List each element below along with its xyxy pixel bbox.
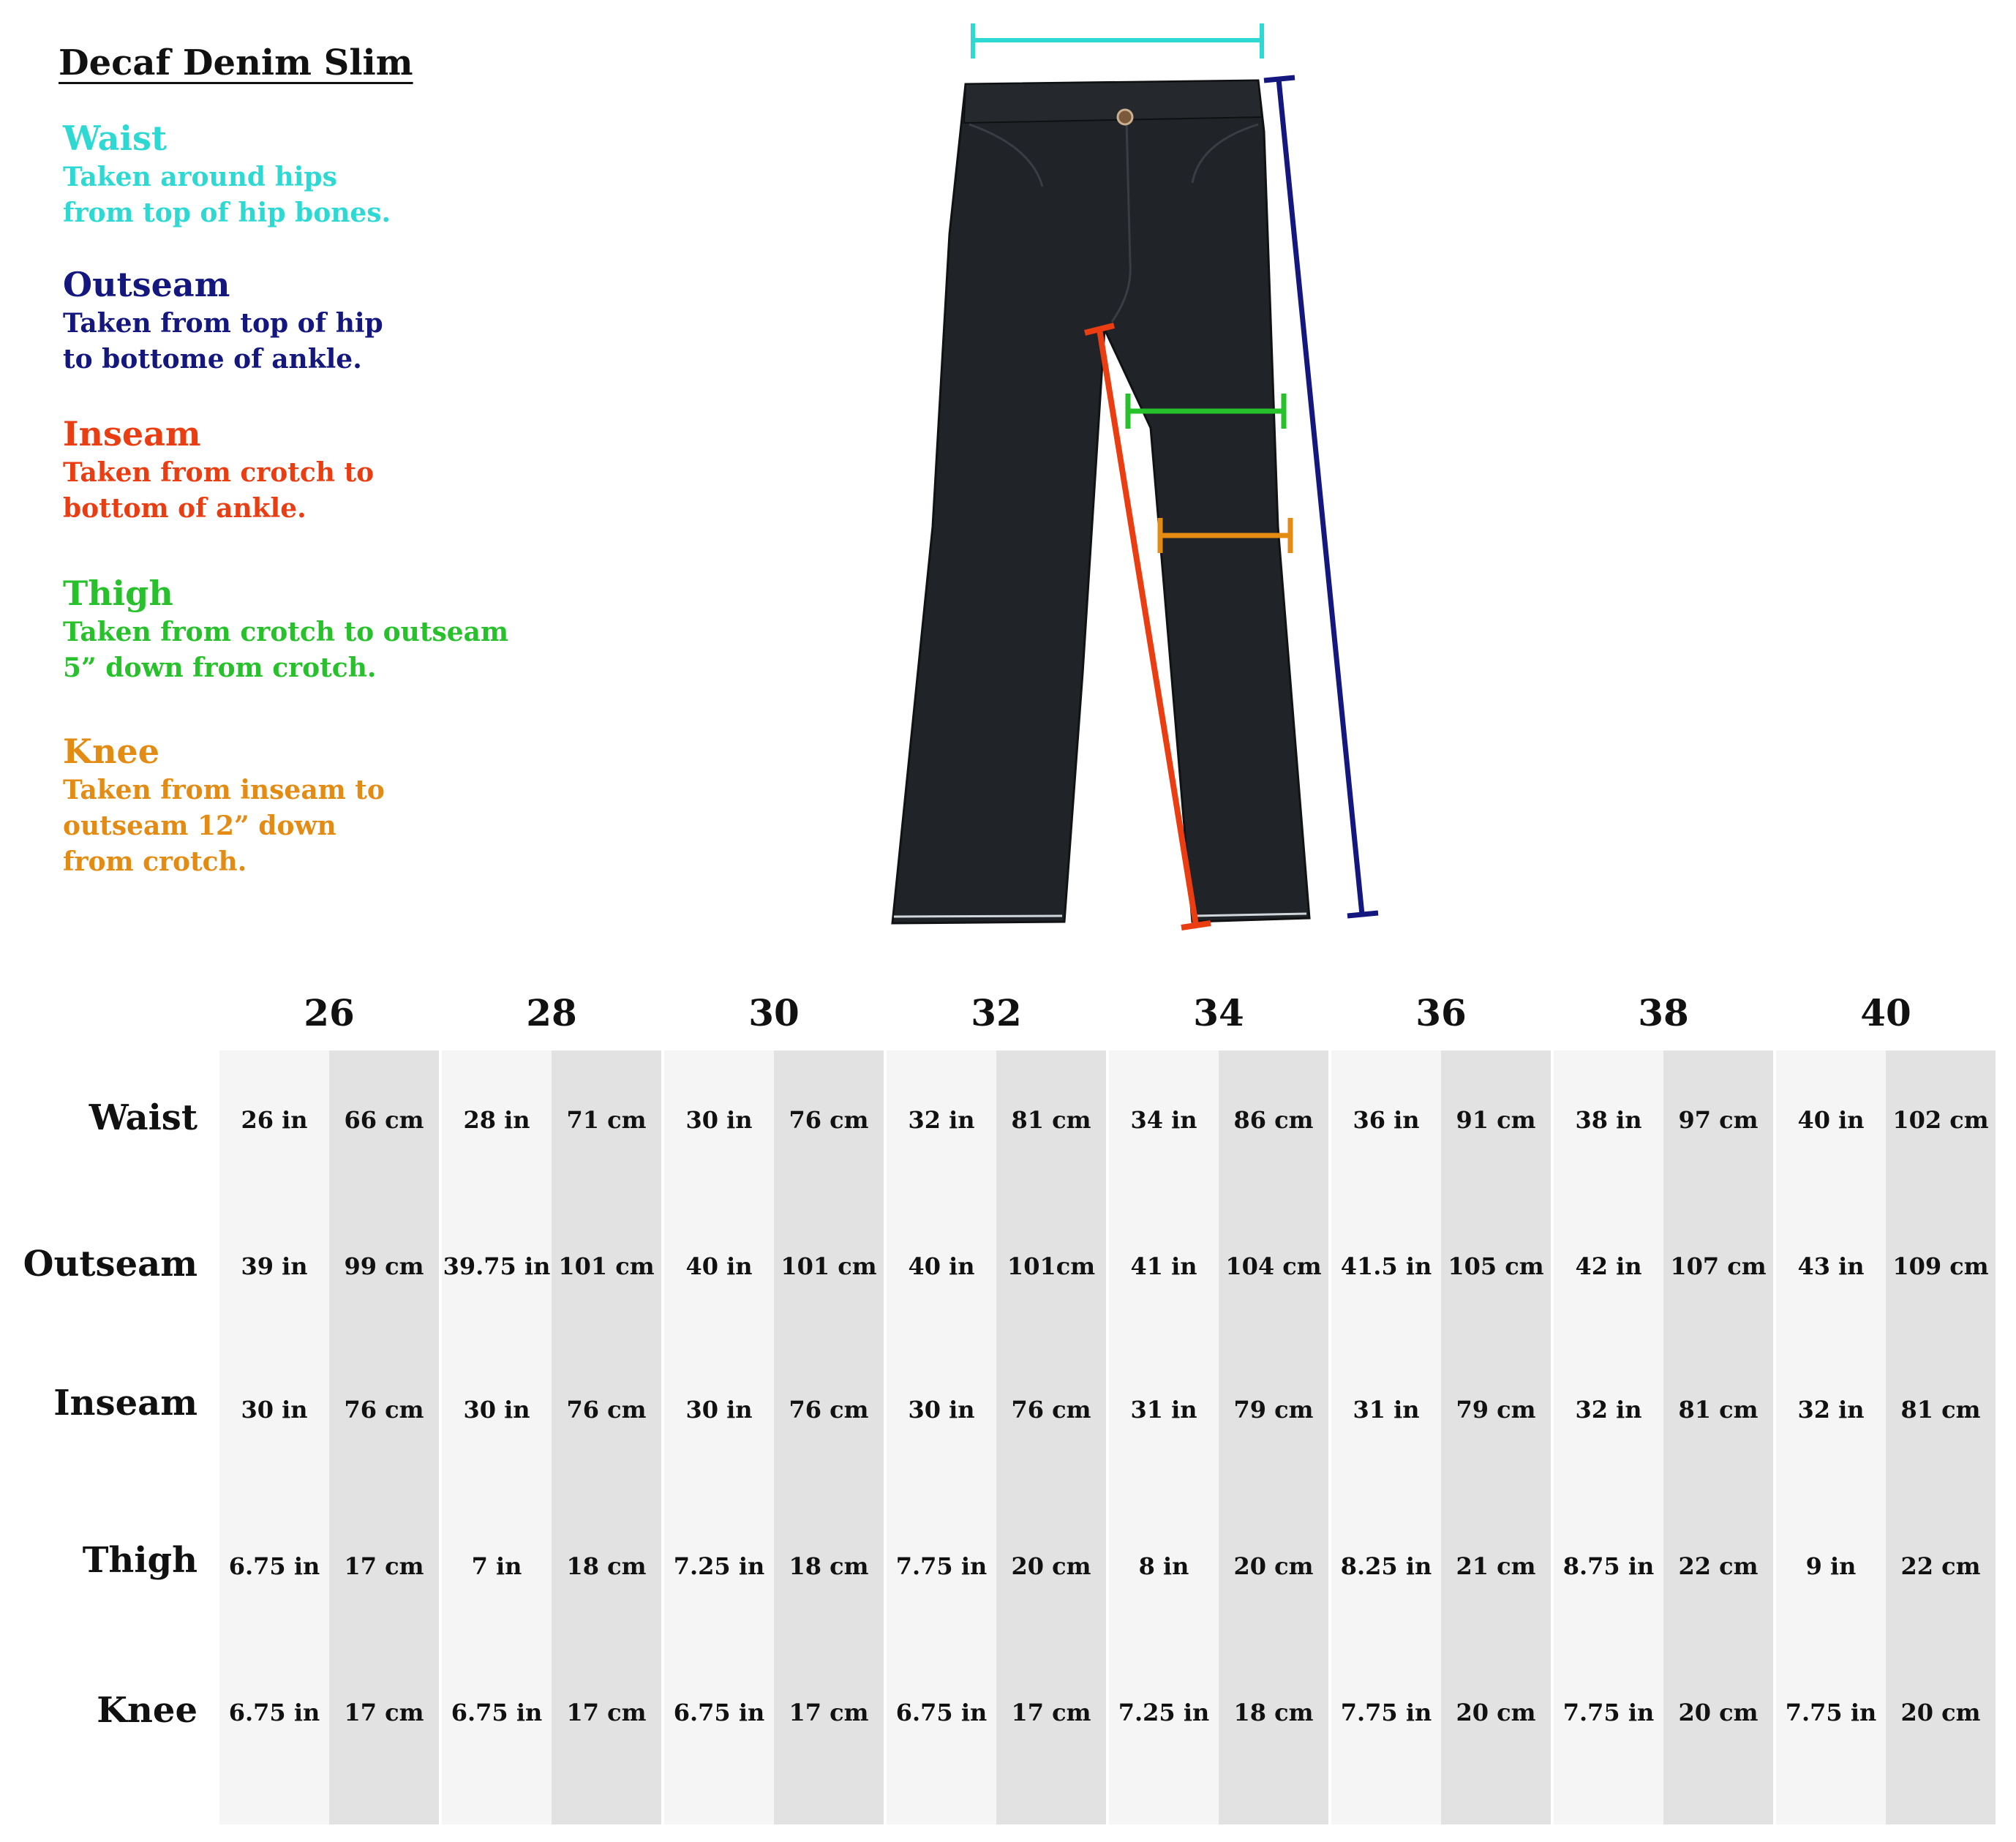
legend-line: from top of hip bones. [63, 198, 391, 228]
table-cell-in: 7.25 in [1118, 1699, 1210, 1726]
legend-line: Taken from inseam to [63, 775, 385, 805]
table-cell-cm: 104 cm [1225, 1252, 1322, 1280]
table-cell-cm: 99 cm [344, 1252, 424, 1280]
table-cell-cm: 20 cm [1233, 1552, 1314, 1580]
table-cell-in: 40 in [685, 1252, 753, 1280]
table-cell-in: 7.75 in [895, 1552, 988, 1580]
row-label-waist: Waist [89, 1097, 198, 1138]
table-cell-in: 31 in [1353, 1396, 1420, 1424]
table-cell-in: 8.25 in [1340, 1552, 1432, 1580]
table-cell-cm: 81 cm [1011, 1106, 1091, 1134]
size-header-30: 30 [748, 991, 800, 1034]
waist-measure-line [973, 23, 1262, 59]
legend-knee [63, 730, 385, 880]
table-cell-cm: 107 cm [1670, 1252, 1767, 1280]
table-cell-in: 7.75 in [1785, 1699, 1877, 1726]
table-cell-cm: 79 cm [1456, 1396, 1536, 1424]
legend-line: from crotch. [63, 846, 247, 877]
size-header-38: 38 [1638, 991, 1689, 1034]
table-cell-cm: 17 cm [566, 1699, 647, 1726]
table-cell-cm: 17 cm [1011, 1699, 1091, 1726]
table-cell-cm: 109 cm [1892, 1252, 1989, 1280]
table-cell-cm: 91 cm [1456, 1106, 1536, 1134]
legend-heading: Waist [63, 119, 168, 158]
table-cell-cm: 66 cm [344, 1106, 424, 1134]
table-cell-cm: 79 cm [1233, 1396, 1314, 1424]
legend-line: Taken from crotch to [63, 457, 375, 488]
table-cell-in: 32 in [1575, 1396, 1642, 1424]
size-header-40: 40 [1860, 991, 1911, 1034]
table-cell-in: 8.75 in [1562, 1552, 1655, 1580]
table-cell-in: 7 in [471, 1552, 522, 1580]
table-cell-cm: 22 cm [1678, 1552, 1759, 1580]
table-cell-in: 40 in [1797, 1106, 1865, 1134]
page-title: Decaf Denim Slim [59, 42, 413, 83]
table-cell-cm: 20 cm [1011, 1552, 1091, 1580]
jeans-illustration [892, 80, 1309, 923]
table-cell-in: 39.75 in [443, 1252, 551, 1280]
table-cell-cm: 76 cm [789, 1106, 869, 1134]
table-cell-in: 42 in [1575, 1252, 1642, 1280]
table-cell-cm: 18 cm [566, 1552, 647, 1580]
table-cell-cm: 97 cm [1678, 1106, 1759, 1134]
table-cell-in: 38 in [1575, 1106, 1642, 1134]
table-cell-in: 6.75 in [228, 1699, 320, 1726]
table-cell-in: 26 in [241, 1106, 308, 1134]
legend-outseam [63, 263, 383, 377]
table-cell-in: 32 in [1797, 1396, 1865, 1424]
legend-line: Taken around hips [63, 162, 337, 192]
table-cell-cm: 71 cm [566, 1106, 647, 1134]
table-cell-in: 6.75 in [228, 1552, 320, 1580]
legend-thigh [63, 572, 508, 686]
table-cell-cm: 17 cm [344, 1552, 424, 1580]
row-label-outseam: Outseam [23, 1244, 198, 1285]
table-cell-cm: 20 cm [1678, 1699, 1759, 1726]
table-cell-cm: 105 cm [1448, 1252, 1544, 1280]
size-header-26: 26 [304, 991, 355, 1034]
legend-line: outseam 12” down [63, 811, 336, 841]
table-cell-cm: 17 cm [344, 1699, 424, 1726]
hem-stitch-left [894, 916, 1062, 917]
table-cell-in: 30 in [685, 1396, 753, 1424]
table-cell-in: 41.5 in [1340, 1252, 1432, 1280]
legend-line: 5” down from crotch. [63, 653, 377, 683]
table-cell-in: 32 in [908, 1106, 975, 1134]
table-cell-cm: 76 cm [344, 1396, 424, 1424]
table-cell-cm: 81 cm [1900, 1396, 1981, 1424]
table-cell-cm: 101cm [1007, 1252, 1096, 1280]
row-label-knee: Knee [97, 1690, 198, 1731]
table-cell-in: 30 in [241, 1396, 308, 1424]
waistband [964, 80, 1262, 123]
table-cell-in: 41 in [1130, 1252, 1197, 1280]
table-cell-cm: 17 cm [789, 1699, 869, 1726]
table-cell-cm: 101 cm [558, 1252, 655, 1280]
table-cell-cm: 86 cm [1233, 1106, 1314, 1134]
table-cell-in: 30 in [908, 1396, 975, 1424]
table-cell-in: 7.75 in [1562, 1699, 1655, 1726]
table-cell-in: 7.25 in [673, 1552, 765, 1580]
table-cell-in: 8 in [1138, 1552, 1189, 1580]
table-cell-in: 7.75 in [1340, 1699, 1432, 1726]
table-cell-cm: 102 cm [1892, 1106, 1989, 1134]
table-cell-cm: 22 cm [1900, 1552, 1981, 1580]
table-cell-cm: 18 cm [1233, 1699, 1314, 1726]
legend-line: Taken from top of hip [63, 308, 383, 339]
size-header-34: 34 [1193, 991, 1244, 1034]
button-icon [1118, 110, 1132, 124]
table-cell-cm: 18 cm [789, 1552, 869, 1580]
legend-heading: Inseam [63, 414, 201, 454]
table-cell-in: 6.75 in [673, 1699, 765, 1726]
table-cell-in: 6.75 in [451, 1699, 543, 1726]
legend-line: Taken from crotch to outseam [63, 617, 509, 647]
legend-heading: Outseam [63, 265, 230, 304]
table-cell-cm: 20 cm [1900, 1699, 1981, 1726]
table-cell-in: 31 in [1130, 1396, 1197, 1424]
legend-waist [63, 117, 391, 231]
row-label-thigh: Thigh [82, 1540, 198, 1581]
table-cell-in: 30 in [463, 1396, 530, 1424]
size-header-36: 36 [1415, 991, 1467, 1034]
legend-heading: Knee [63, 732, 159, 771]
table-cell-cm: 81 cm [1678, 1396, 1759, 1424]
table-cell-in: 40 in [908, 1252, 975, 1280]
legend-inseam [63, 413, 374, 527]
table-cell-in: 43 in [1797, 1252, 1865, 1280]
legend-line: bottom of ankle. [63, 493, 306, 524]
size-header-32: 32 [971, 991, 1022, 1034]
table-cell-in: 36 in [1353, 1106, 1420, 1134]
legend-heading: Thigh [63, 574, 173, 613]
row-label-inseam: Inseam [53, 1383, 198, 1424]
table-cell-cm: 76 cm [566, 1396, 647, 1424]
table-cell-in: 30 in [685, 1106, 753, 1134]
table-cell-in: 6.75 in [895, 1699, 988, 1726]
table-cell-in: 34 in [1130, 1106, 1197, 1134]
table-cell-in: 39 in [241, 1252, 308, 1280]
jeans-measurement-diagram [863, 15, 1419, 944]
table-cell-cm: 101 cm [781, 1252, 877, 1280]
table-cell-cm: 20 cm [1456, 1699, 1536, 1726]
table-cell-cm: 21 cm [1456, 1552, 1536, 1580]
table-cell-in: 9 in [1805, 1552, 1857, 1580]
table-cell-in: 28 in [463, 1106, 530, 1134]
legend-line: to bottome of ankle. [63, 344, 362, 375]
table-cell-cm: 76 cm [1011, 1396, 1091, 1424]
size-header-28: 28 [526, 991, 577, 1034]
table-cell-cm: 76 cm [789, 1396, 869, 1424]
